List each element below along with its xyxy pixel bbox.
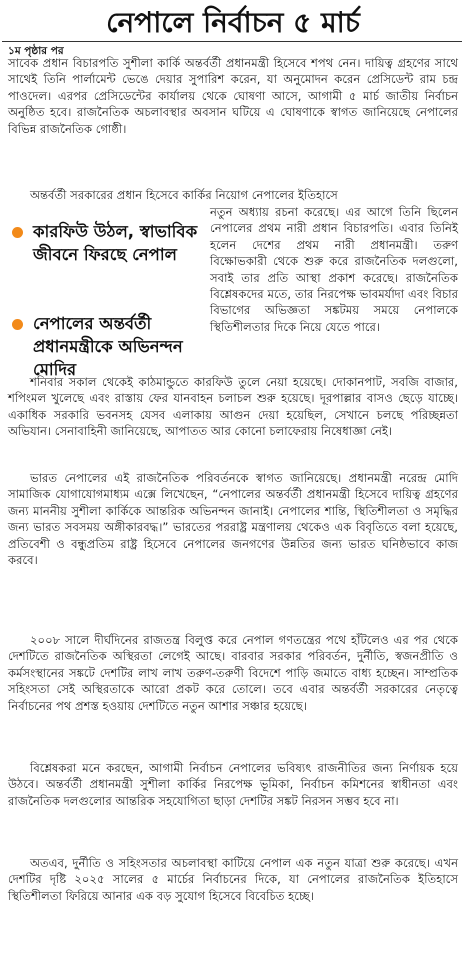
closing-paragraph: অতএব, দুর্নীতি ও সহিংসতার অচলাবস্থা কাটিয়ে নেপাল এক নতুন যাত্রা শুরু করেছে। এখন দেশটির দৃষ্টি ২০২৫ সালের ৫ মার্চের নির্বাচনের দিকে, যা নেপালের রাজনৈতিক ইতিহাসে স্থিতিশীলতা ফিরিয়ে আনার এক বড় সুযোগ হিসেবে বিবেচিত হচ্ছে। (8, 856, 458, 903)
article-headline: নেপালে নির্বাচন ৫ মার্চ (106, 6, 360, 39)
india-paragraph: ভারত নেপালের এই রাজনৈতিক পরিবর্তনকে স্বাগত জানিয়েছে। প্রধানমন্ত্রী নরেন্দ্র মোদি সামাজিক যোগাযোগমাধ্যম এক্সে লিখেছেন, “নেপালের অন্তর্বর্তী প্রধানমন্ত্রী হিসেবে দায়িত্ব গ্রহণের জন্য মাননীয় সুশীলা কার্কিকে আন্তরিক অভিনন্দন জানাই। নেপালের শান্তি, স্থিতিশীলতা ও সমৃদ্ধির জন্য ভারত সবসময় অঙ্গীকারবদ্ধ।” ভারতের পররাষ্ট্র মন্ত্রণালয় থেকেও এক বিবৃতিতে বলা হয়েছে, প্রতিবেশী ও বন্ধুপ্রতিম রাষ্ট্র হিসেবে নেপালের জনগণের উন্নতির জন্য ভারত ঘনিষ্ঠভাবে কাজ করবে। (8, 471, 458, 568)
bullet-icon (12, 227, 23, 238)
intro-paragraph: সাবেক প্রধান বিচারপতি সুশীলা কার্কি অন্তর্বর্তী প্রধানমন্ত্রী হিসেবে শপথ নেন। দায়িত্ব গ্রহণের সাথে সাথেই তিনি পার্লামেন্ট ভেঙে দেয়ার সুপারিশ করেন, যা অনুমোদন করেন প্রেসিডেন্ট রাম চন্দ্র পাওদেল। এরপর প্রেসিডেন্টের কার্যালয় থেকে ঘোষণা আসে, আগামী ৫ মার্চ জাতীয় নির্বাচন অনুষ্ঠিত হবে। রাজনৈতিক অচলাবস্থার অবসান ঘটিয়ে এ ঘোষণাকে স্বাগত জানিয়েছে নেপালের বিভিন্ন রাজনৈতিক গোষ্ঠী। (8, 56, 458, 136)
headline-divider (2, 41, 462, 42)
appointment-paragraph-rest: নতুন অধ্যায় রচনা করেছে। এর আগে তিনি ছিলেন নেপালের প্রথম নারী প্রধান বিচারপতি। এবার তিনিই হলেন দেশের প্রথম নারী প্রধানমন্ত্রী। তরুণ বিক্ষোভকারী থেকে শুরু করে রাজনৈতিক দলগুলো, সবাই তার প্রতি আস্থা প্রকাশ করেছে। রাজনৈতিক বিশ্লেষকদের মতে, তার নিরপেক্ষ ভাবমর্যাদা এবং বিচার বিভাগের অভিজ্ঞতা সঙ্কটময় সময়ে নেপালকে স্থিতিশীলতার দিকে নিয়ে যেতে পারে। (210, 205, 458, 334)
highlight-modi-congratulates (12, 312, 202, 381)
highlight-text: কারফিউ উঠল, স্বাভাবিক জীবনে ফিরছে নেপাল (33, 222, 198, 264)
highlight-curfew (12, 220, 202, 266)
continued-from-label: ১ম পৃষ্ঠার পর (8, 45, 64, 57)
history-paragraph: ২০০৮ সালে দীর্ঘদিনের রাজতন্ত্র বিলুপ্ত করে নেপাল গণতন্ত্রের পথে হাঁটলেও এর পর থেকে দেশটিতে রাজনৈতিক অস্থিরতা লেগেই আছে। বারবার সরকার পরিবর্তন, দুর্নীতি, স্বজনপ্রীতি ও কর্মসংস্থানের সঙ্কটে দেশটির লাখ লাখ তরুণ-তরুণী বিদেশে পাড়ি জমাতে বাধ্য হচ্ছেন। সাম্প্রতিক সহিংসতা সেই অস্থিরতাকে আরো প্রকট করে তোলে। তবে এবার অন্তর্বর্তী সরকারের নেতৃত্বে নির্বাচনের পথ প্রশস্ত হওয়ায় দেশটিতে নতুন আশার সঞ্চার হয়েছে। (8, 633, 458, 713)
highlight-text: নেপালের অন্তর্বর্তী প্রধানমন্ত্রীকে অভিনন্দন মোদির (33, 314, 183, 379)
bullet-icon (12, 319, 23, 330)
curfew-paragraph: শনিবার সকাল থেকেই কাঠমান্ডুতে কারফিউ তুলে নেয়া হয়েছে। দোকানপাট, সবজি বাজার, শপিংমল খুলেছে এবং রাস্তায় ফের যানবাহন চলাচল শুরু হয়েছে। দূরপাল্লার বাসও ছেড়ে যাচ্ছে। একাধিক সরকারি ভবনসহ যেসব এলাকায় আগুন দেয়া হয়েছিল, সেখানে চলছে পরিচ্ছন্নতা অভিযান। সেনাবাহিনী জানিয়েছে, আপাতত আর কোনো চলাফেরায় নিষেধাজ্ঞা নেই। (8, 375, 458, 439)
appointment-paragraph-lead: অন্তর্বর্তী সরকারের প্রধান হিসেবে কার্কির নিয়োগ নেপালের ইতিহাসে (30, 188, 338, 202)
analysts-paragraph: বিশ্লেষকরা মনে করছেন, আগামী নির্বাচন নেপালের ভবিষ্যৎ রাজনীতির জন্য নির্ণায়ক হয়ে উঠবে। অন্তর্বর্তী প্রধানমন্ত্রী সুশীলা কার্কির নিরপেক্ষ ভূমিকা, নির্বাচন কমিশনের স্বাধীনতা এবং রাজনৈতিক দলগুলোর আন্তরিক সহযোগিতা ছাড়া দেশটির সঙ্কট নিরসন সম্ভব হবে না। (8, 761, 458, 808)
